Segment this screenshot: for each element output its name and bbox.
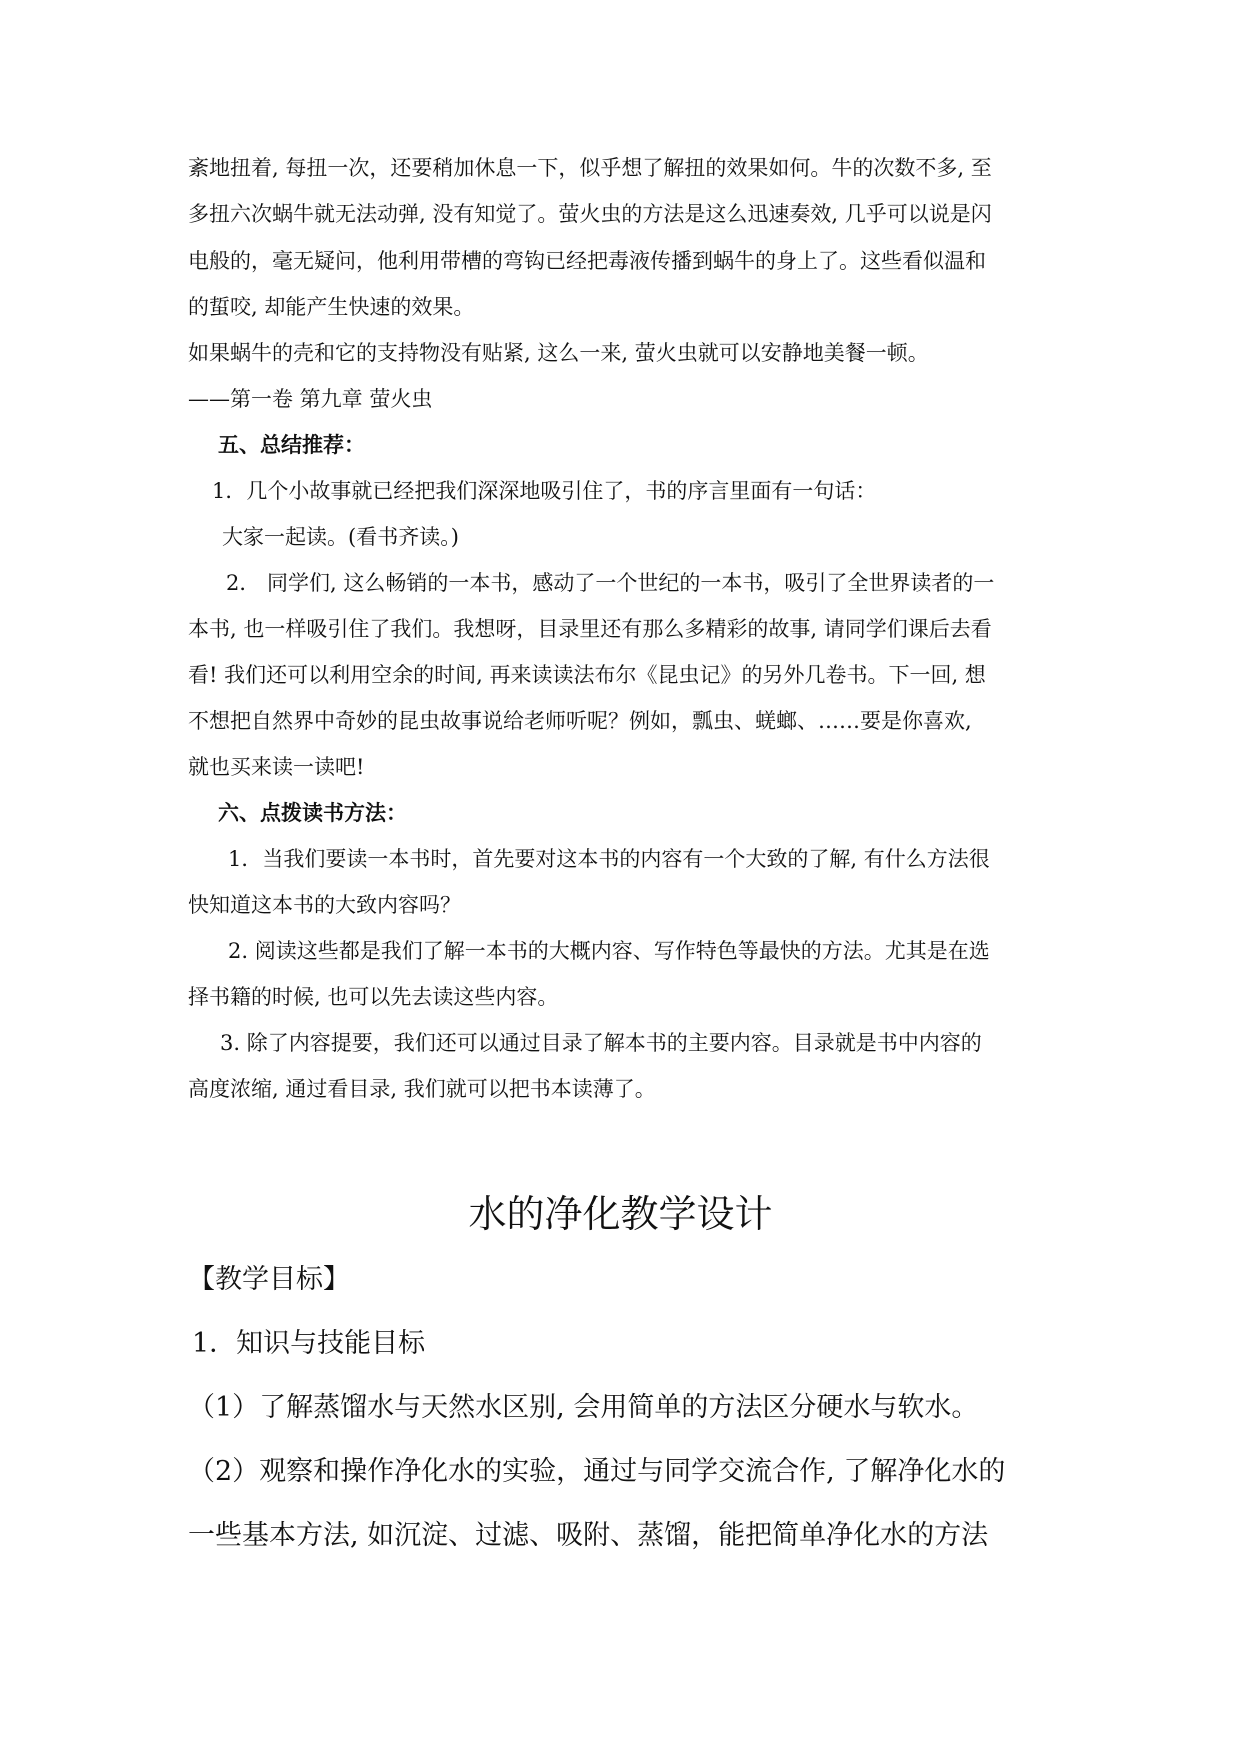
section6-line: 2. 阅读这些都是我们了解一本书的大概内容、写作特色等最快的方法。尤其是在选 — [228, 939, 990, 963]
section6-line: 择书籍的时候, 也可以先去读这些内容。 — [188, 985, 559, 1009]
section5-line: 看! 我们还可以利用空余的时间, 再来读读法布尔《昆虫记》的另外几卷书。下一回, 想 — [188, 663, 986, 687]
objective-line: 一些基本方法, 如沉淀、过滤、吸附、蒸馏，能把简单净化水的方法 — [188, 1520, 989, 1551]
objectives-heading: 【教学目标】 — [188, 1264, 350, 1295]
chapter-citation: ——第一卷 第九章 萤火虫 — [188, 387, 433, 411]
section5-line: 不想把自然界中奇妙的昆虫故事说给老师听呢？例如，瓢虫、蜣螂、……要是你喜欢, — [188, 709, 972, 733]
section6-line: 3. 除了内容提要，我们还可以通过目录了解本书的主要内容。目录就是书中内容的 — [220, 1031, 982, 1055]
section5-line: 2． 同学们, 这么畅销的一本书，感动了一个世纪的一本书，吸引了全世界读者的一 — [226, 571, 995, 595]
reading-line: 如果蜗牛的壳和它的支持物没有贴紧, 这么一来, 萤火虫就可以安静地美餐一顿。 — [188, 341, 929, 365]
section5-heading: 五、总结推荐： — [218, 432, 365, 457]
objective-line: （1）了解蒸馏水与天然水区别, 会用简单的方法区分硬水与软水。 — [188, 1392, 979, 1423]
objective-line: 1．知识与技能目标 — [192, 1328, 426, 1359]
section5-line: 本书, 也一样吸引住了我们。我想呀，目录里还有那么多精彩的故事, 请同学们课后去看 — [188, 617, 992, 641]
document-title: 水的净化教学设计 — [468, 1192, 773, 1236]
section6-line: 快知道这本书的大致内容吗？ — [188, 893, 461, 917]
section5-line: 大家一起读。(看书齐读。) — [222, 525, 459, 549]
objective-line: （2）观察和操作净化水的实验，通过与同学交流合作, 了解净化水的 — [188, 1456, 1006, 1487]
reading-line: 多扭六次蜗牛就无法动弹, 没有知觉了。萤火虫的方法是这么迅速奏效, 几乎可以说是闪 — [188, 202, 992, 226]
reading-line: 电般的，毫无疑问，他利用带槽的弯钩已经把毒液传播到蜗牛的身上了。这些看似温和 — [188, 249, 986, 273]
section5-line: 就也买来读一读吧! — [188, 755, 365, 779]
section6-line: 1．当我们要读一本书时，首先要对这本书的内容有一个大致的了解, 有什么方法很 — [228, 847, 990, 871]
reading-line: 的蜇咬, 却能产生快速的效果。 — [188, 295, 475, 319]
section5-line: 1．几个小故事就已经把我们深深地吸引住了，书的序言里面有一句话： — [212, 479, 877, 503]
reading-line: 紊地扭着, 每扭一次，还要稍加休息一下，似乎想了解扭的效果如何。牛的次数不多, 至 — [188, 156, 992, 180]
section6-heading: 六、点拨读书方法： — [218, 800, 407, 825]
section6-line: 高度浓缩, 通过看目录, 我们就可以把书本读薄了。 — [188, 1077, 656, 1101]
